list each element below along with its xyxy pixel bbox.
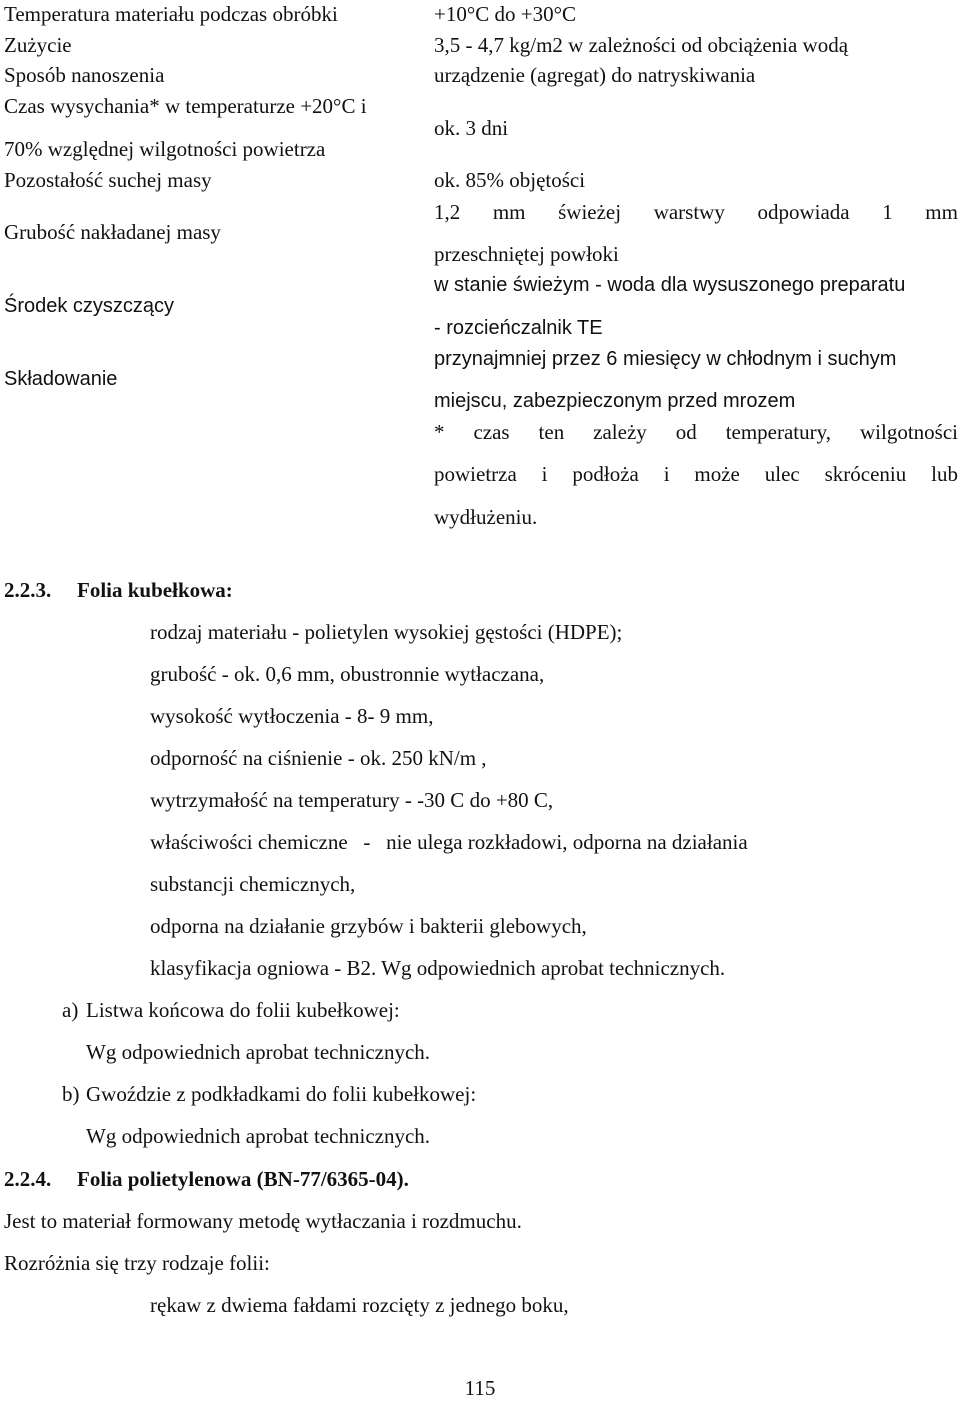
- spec-value: przeschniętej powłoki: [434, 242, 619, 266]
- word: czas: [473, 420, 510, 444]
- page-number: 115: [464, 1376, 496, 1400]
- spec-value: - rozcieńczalnik TE: [434, 317, 603, 339]
- spec-value: przynajmniej przez 6 miesięcy w chłodnym i suchym: [434, 348, 897, 370]
- word: temperatury,: [725, 420, 832, 444]
- paragraph-line: Rozróżnia się trzy rodzaje folii:: [4, 1251, 270, 1275]
- spec-label: Środek czyszczący: [4, 295, 175, 317]
- word: świeżej: [558, 200, 622, 224]
- spec-value: +10°C do +30°C: [434, 2, 576, 26]
- section-number: 2.2.3.: [4, 578, 52, 602]
- footnote-line: [434, 420, 958, 445]
- word: skróceniu: [824, 462, 907, 486]
- spec-label: Czas wysychania* w temperaturze +20°C i: [4, 94, 367, 118]
- spec-line: wytrzymałość na temperatury - -30 C do +80 C,: [150, 788, 554, 812]
- word: odpowiada: [757, 200, 850, 224]
- spec-value: urządzenie (agregat) do natryskiwania: [434, 63, 756, 87]
- word: *: [434, 420, 445, 444]
- word: mm: [925, 200, 958, 224]
- spec-line: substancji chemicznych,: [150, 872, 356, 896]
- footnote-line: wydłużeniu.: [434, 505, 538, 529]
- spec-line: odporna na działanie grzybów i bakterii glebowych,: [150, 914, 587, 938]
- word: może: [694, 462, 740, 486]
- spec-line: wysokość wytłoczenia - 8- 9 mm,: [150, 704, 434, 728]
- spec-line: klasyfikacja ogniowa - B2. Wg odpowiednich aprobat technicznych.: [150, 956, 726, 980]
- paragraph-line: rękaw z dwiema fałdami rozcięty z jednego boku,: [150, 1293, 569, 1317]
- spec-label: Składowanie: [4, 368, 118, 390]
- spec-value-justified: [434, 200, 958, 225]
- spec-line: rodzaj materiału - polietylen wysokiej gęstości (HDPE);: [150, 620, 623, 644]
- word: od: [675, 420, 697, 444]
- spec-line: właściwości chemiczne - nie ulega rozkładowi, odporna na działania: [150, 830, 748, 854]
- spec-line: grubość - ok. 0,6 mm, obustronnie wytłaczana,: [150, 662, 545, 686]
- word: lub: [931, 462, 958, 486]
- spec-value: ok. 3 dni: [434, 116, 509, 140]
- spec-value: w stanie świeżym - woda dla wysuszonego preparatu: [434, 274, 906, 296]
- word: 1: [882, 200, 893, 224]
- word: powietrza: [434, 462, 517, 486]
- section-number: 2.2.4.: [4, 1167, 52, 1191]
- word: 1,2: [434, 200, 461, 224]
- spec-value: miejscu, zabezpieczonym przed mrozem: [434, 390, 796, 412]
- list-item-title: Gwoździe z podkładkami do folii kubełkowej:: [86, 1082, 477, 1106]
- word: zależy: [593, 420, 647, 444]
- word: i: [663, 462, 670, 486]
- list-item-title: Listwa końcowa do folii kubełkowej:: [86, 998, 400, 1022]
- spec-label: Zużycie: [4, 33, 72, 57]
- spec-label: Pozostałość suchej masy: [4, 168, 212, 192]
- word: ulec: [764, 462, 800, 486]
- word: wilgotności: [859, 420, 958, 444]
- footnote-line: [434, 462, 958, 487]
- section-title: Folia kubełkowa:: [77, 578, 233, 602]
- spec-value: 3,5 - 4,7 kg/m2 w zależności od obciążenia wodą: [434, 33, 849, 57]
- word: mm: [492, 200, 526, 224]
- word: ten: [538, 420, 565, 444]
- word: podłoża: [572, 462, 639, 486]
- spec-label: Grubość nakładanej masy: [4, 220, 221, 244]
- spec-label: Sposób nanoszenia: [4, 63, 165, 87]
- section-title: Folia polietylenowa (BN-77/6365-04).: [77, 1167, 409, 1191]
- spec-value: ok. 85% objętości: [434, 168, 586, 192]
- spec-line: odporność na ciśnienie - ok. 250 kN/m ,: [150, 746, 487, 770]
- list-item-text: Wg odpowiednich aprobat technicznych.: [86, 1124, 431, 1148]
- list-marker: b): [62, 1082, 80, 1106]
- paragraph-line: Jest to materiał formowany metodę wytłaczania i rozdmuchu.: [4, 1209, 522, 1233]
- spec-label: 70% względnej wilgotności powietrza: [4, 137, 326, 161]
- word: warstwy: [653, 200, 725, 224]
- list-item-text: Wg odpowiednich aprobat technicznych.: [86, 1040, 431, 1064]
- list-marker: a): [62, 998, 79, 1022]
- spec-label: Temperatura materiału podczas obróbki: [4, 2, 338, 26]
- word: i: [541, 462, 548, 486]
